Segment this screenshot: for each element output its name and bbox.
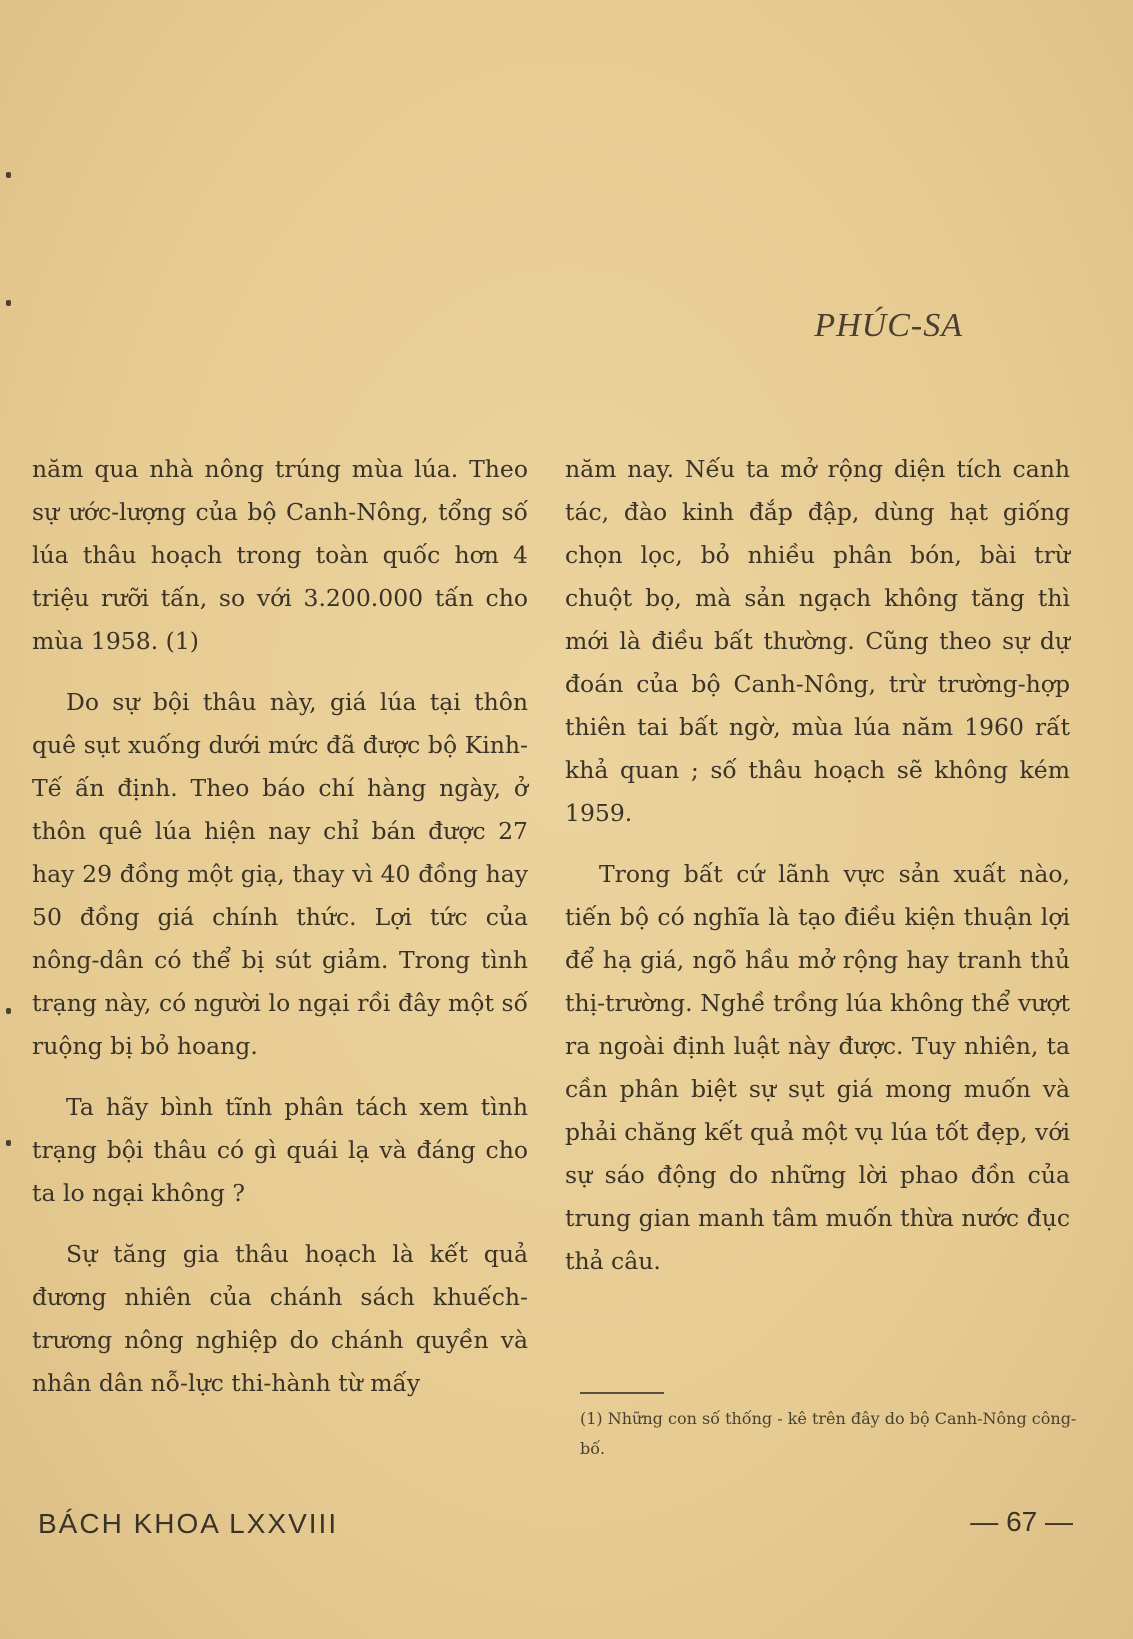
paragraph: Sự tăng gia thâu hoạch là kết quả đương nhiên của chánh sách khuếch-trương nông nghiệp do chánh quyền và nhân dân nỗ-lực thi-hành từ mấy [32, 1240, 528, 1397]
scan-mark [6, 300, 11, 306]
paragraph: năm nay. Nếu ta mở rộng diện tích canh tác, đào kinh đắp đập, dùng hạt giống chọn lọc, bỏ nhiều phân bón, bài trừ chuột bọ, mà sản ngạch không tăng thì mới là điều bất thường. Cũng theo sự dự đoán của bộ Canh-Nông, trừ trường-hợp thiên tai bất ngờ, mùa lúa năm 1960 rất khả quan ; số thâu hoạch sẽ không kém 1959. [565, 455, 1070, 827]
paragraph: năm qua nhà nông trúng mùa lúa. Theo sự ước-lượng của bộ Canh-Nông, tổng số lúa thâu hoạch trong toàn quốc hơn 4 triệu rưỡi tấn, so với 3.200.000 tấn cho mùa 1958. (1) [32, 455, 528, 655]
footnote-divider [580, 1392, 664, 1394]
right-column [565, 448, 1070, 1301]
scan-mark [6, 1140, 11, 1146]
scan-mark [6, 172, 11, 178]
paragraph: Ta hãy bình tĩnh phân tách xem tình trạng bội thâu có gì quái lạ và đáng cho ta lo ngại không ? [32, 1093, 528, 1207]
footnote: (1) Những con số thống - kê trên đây do bộ Canh-Nông công-bố. [580, 1409, 1077, 1458]
page-number: — 67 — [970, 1506, 1073, 1537]
paragraph: Do sự bội thâu này, giá lúa tại thôn quê sụt xuống dưới mức đã được bộ Kinh-Tế ấn định. Theo báo chí hàng ngày, ở thôn quê lúa hiện nay chỉ bán được 27 hay 29 đồng một giạ, thay vì 40 đồng hay 50 đồng giá chính thức. Lợi tức của nông-dân có thể bị sút giảm. Trong tình trạng này, có người lo ngại rồi đây một số ruộng bị bỏ hoang. [32, 688, 528, 1060]
paragraph: Trong bất cứ lãnh vực sản xuất nào, tiến bộ có nghĩa là tạo điều kiện thuận lợi để hạ giá, ngõ hầu mở rộng hay tranh thủ thị-trường. Nghề trồng lúa không thể vượt ra ngoài định luật này được. Tuy nhiên, ta cần phân biệt sự sụt giá mong muốn và phải chăng kết quả một vụ lúa tốt đẹp, với sự sáo động do những lời phao đồn của trung gian manh tâm muốn thừa nước đục thả câu. [565, 860, 1070, 1275]
author-byline: PHÚC-SA [814, 307, 963, 344]
left-column [32, 448, 528, 1423]
faded-article-title [120, 150, 970, 245]
scan-mark [6, 1008, 11, 1014]
magazine-issue-label: BÁCH KHOA LXXVIII [38, 1508, 339, 1539]
